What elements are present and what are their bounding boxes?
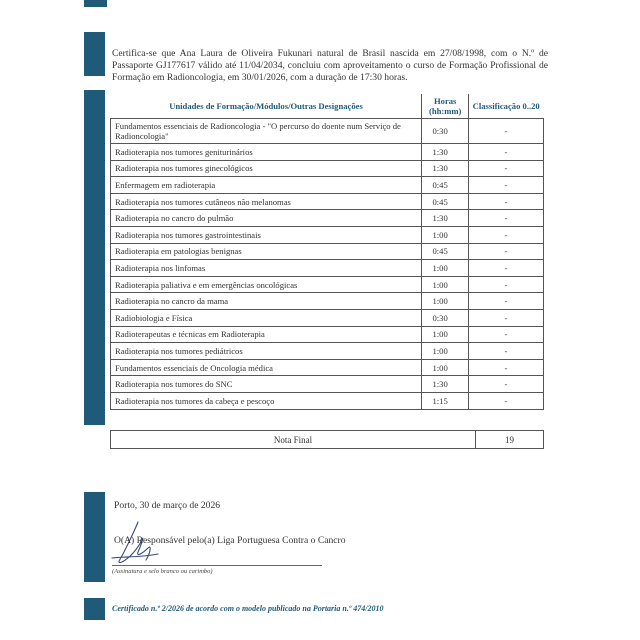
unit-hours: 1:00 bbox=[422, 260, 468, 277]
unit-hours: 1:00 bbox=[422, 226, 468, 243]
table-row bbox=[111, 177, 544, 194]
signature-line bbox=[112, 565, 322, 566]
responsible-line: O(A) Responsável pelo(a) Liga Portuguesa Contra o Cancro bbox=[114, 535, 346, 546]
footer-reference: Certificado n.º 2/2026 de acordo com o modelo publicado na Portaria n.º 474/2010 bbox=[112, 604, 384, 613]
unit-hours: 1:00 bbox=[422, 359, 468, 376]
table-row bbox=[111, 392, 544, 409]
unit-grade: - bbox=[468, 392, 543, 409]
signature-note: (Assinatura e selo branco ou carimbo) bbox=[112, 568, 213, 575]
unit-grade: - bbox=[468, 160, 543, 177]
unit-name: Radioterapia nos tumores ginecológicos bbox=[111, 160, 422, 177]
unit-grade: - bbox=[468, 293, 543, 310]
unit-name: Radioterapia nos tumores cutâneos não melanomas bbox=[111, 193, 422, 210]
accent-bar-top bbox=[84, 0, 107, 7]
final-grade-table bbox=[110, 430, 544, 449]
unit-name: Radioterapia no cancro da mama bbox=[111, 293, 422, 310]
unit-grade: - bbox=[468, 177, 543, 194]
final-grade-value: 19 bbox=[476, 431, 544, 449]
unit-name: Radioterapia nos tumores gastrointestinais bbox=[111, 226, 422, 243]
table-row bbox=[111, 144, 544, 161]
unit-hours: 1:00 bbox=[422, 276, 468, 293]
unit-hours: 1:00 bbox=[422, 343, 468, 360]
table-row bbox=[111, 309, 544, 326]
unit-grade: - bbox=[468, 119, 543, 144]
unit-grade: - bbox=[468, 243, 543, 260]
unit-name: Radiobiologia e Física bbox=[111, 309, 422, 326]
unit-hours: 1:30 bbox=[422, 210, 468, 227]
unit-name: Radioterapia paliativa e em emergências oncológicas bbox=[111, 276, 422, 293]
unit-name: Radioterapia nos linfomas bbox=[111, 260, 422, 277]
unit-grade: - bbox=[468, 359, 543, 376]
unit-hours: 0:45 bbox=[422, 177, 468, 194]
table-row bbox=[111, 210, 544, 227]
unit-hours: 1:00 bbox=[422, 326, 468, 343]
unit-name: Radioterapia nos tumores geniturinários bbox=[111, 144, 422, 161]
table-row bbox=[111, 243, 544, 260]
unit-name: Radioterapia nos tumores do SNC bbox=[111, 376, 422, 393]
header-hours: Horas (hh:mm) bbox=[422, 94, 468, 119]
unit-name: Enfermagem em radioterapia bbox=[111, 177, 422, 194]
table-row bbox=[111, 276, 544, 293]
header-grade: Classificação 0..20 bbox=[468, 94, 543, 119]
table-header-row bbox=[111, 94, 544, 119]
unit-name: Radioterapia nos tumores pediátricos bbox=[111, 343, 422, 360]
certificate-statement: Certifica-se que Ana Laura de Oliveira Fukunari natural de Brasil nascida em 27/08/1998, com o N.º de Passaporte GJ177617 válido até 11/04/2034, concluiu com aproveitamento o curso de Formação Profissional de Formação em Radioncologia, em 30/01/2026, com a duração de 17:30 horas. bbox=[112, 47, 548, 84]
header-units: Unidades de Formação/Módulos/Outras Designações bbox=[111, 94, 422, 119]
unit-grade: - bbox=[468, 326, 543, 343]
table-row bbox=[111, 260, 544, 277]
units-table-body bbox=[111, 119, 544, 410]
unit-hours: 1:30 bbox=[422, 144, 468, 161]
unit-hours: 1:30 bbox=[422, 160, 468, 177]
unit-name: Radioterapia nos tumores da cabeça e pescoço bbox=[111, 392, 422, 409]
accent-bar-certificate bbox=[84, 32, 105, 76]
unit-hours: 0:30 bbox=[422, 119, 468, 144]
unit-grade: - bbox=[468, 309, 543, 326]
unit-hours: 0:30 bbox=[422, 309, 468, 326]
unit-hours: 1:00 bbox=[422, 293, 468, 310]
unit-name: Fundamentos essenciais de Oncologia médica bbox=[111, 359, 422, 376]
place-date: Porto, 30 de março de 2026 bbox=[114, 500, 221, 511]
table-row bbox=[111, 160, 544, 177]
unit-grade: - bbox=[468, 343, 543, 360]
final-grade-row bbox=[111, 431, 544, 449]
unit-grade: - bbox=[468, 144, 543, 161]
table-row bbox=[111, 359, 544, 376]
table-row bbox=[111, 226, 544, 243]
table-row bbox=[111, 119, 544, 144]
unit-hours: 0:45 bbox=[422, 243, 468, 260]
final-grade-label: Nota Final bbox=[111, 431, 476, 449]
table-row bbox=[111, 343, 544, 360]
unit-hours: 1:15 bbox=[422, 392, 468, 409]
unit-grade: - bbox=[468, 276, 543, 293]
accent-bar-footer bbox=[84, 598, 105, 620]
unit-grade: - bbox=[468, 260, 543, 277]
unit-name: Radioterapia em patologias benignas bbox=[111, 243, 422, 260]
accent-bar-table bbox=[84, 90, 105, 425]
unit-hours: 1:30 bbox=[422, 376, 468, 393]
table-row bbox=[111, 293, 544, 310]
units-table bbox=[110, 94, 544, 410]
unit-grade: - bbox=[468, 193, 543, 210]
table-row bbox=[111, 326, 544, 343]
table-row bbox=[111, 193, 544, 210]
unit-name: Radioterapeutas e técnicas em Radioterapia bbox=[111, 326, 422, 343]
unit-grade: - bbox=[468, 376, 543, 393]
unit-name: Fundamentos essenciais de Radioncologia - "O percurso do doente num Serviço de Radioncologia" bbox=[111, 119, 422, 144]
unit-grade: - bbox=[468, 210, 543, 227]
unit-hours: 0:45 bbox=[422, 193, 468, 210]
unit-grade: - bbox=[468, 226, 543, 243]
unit-name: Radioterapia no cancro do pulmão bbox=[111, 210, 422, 227]
accent-bar-signature bbox=[84, 492, 105, 582]
table-row bbox=[111, 376, 544, 393]
